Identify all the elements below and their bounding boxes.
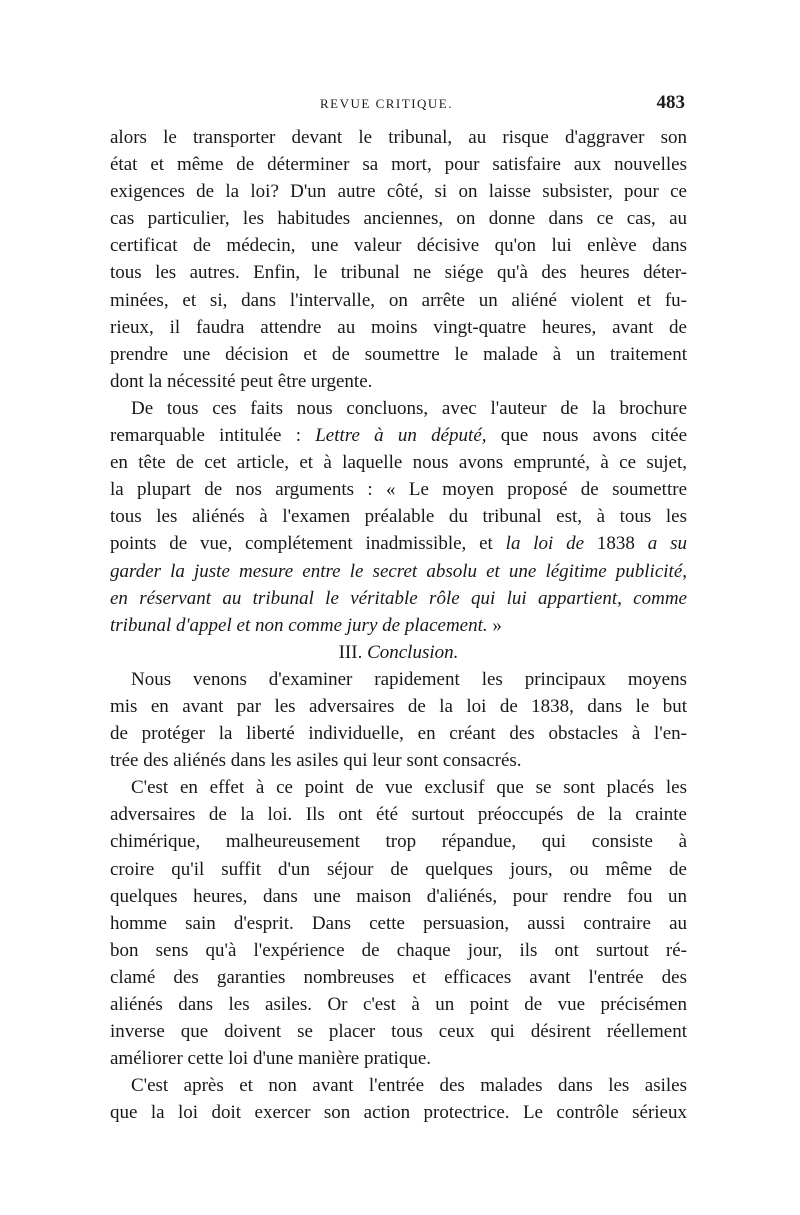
- text-line: minées, et si, dans l'intervalle, on arrête un aliéné violent et fu-: [110, 289, 687, 311]
- text-line: garder la juste mesure entre le secret absolu et une légitime publicité,: [110, 560, 687, 582]
- text-line: la plupart de nos arguments : « Le moyen proposé de soumettre: [110, 479, 687, 501]
- text-line: Nous venons d'examiner rapidement les principaux moyens: [131, 668, 687, 690]
- text-run: remarquable intitulée :: [110, 425, 316, 447]
- text-line: mis en avant par les adversaires de la loi de 1838, dans le but: [110, 695, 687, 717]
- text-line: état et même de déterminer sa mort, pour satisfaire aux nouvelles: [110, 154, 687, 176]
- text-line: De tous ces faits nous concluons, avec l'auteur de la brochure: [131, 397, 687, 419]
- page-number: 483: [656, 92, 685, 113]
- text-line: clamé des garanties nombreuses et efficaces avant l'entrée des: [110, 966, 687, 988]
- text-line: que la loi doit exercer son action protectrice. Le contrôle sérieux: [110, 1102, 687, 1124]
- text-line: bon sens qu'à l'expérience de chaque jour, ils ont surtout ré-: [110, 939, 687, 961]
- text-line: en réservant au tribunal le véritable rôle qui lui appartient, comme: [110, 587, 687, 609]
- section-heading: [110, 639, 687, 666]
- text-line: dont la nécessité peut être urgente.: [110, 370, 373, 392]
- text-line: homme sain d'esprit. Dans cette persuasion, aussi contraire au: [110, 912, 687, 934]
- text-line: adversaires de la loi. Ils ont été surtout préoccupés de la crainte: [110, 804, 687, 826]
- text-line: améliorer cette loi d'une manière pratique.: [110, 1048, 431, 1070]
- section-numeral: III.: [338, 641, 363, 663]
- body-text: [110, 124, 687, 1126]
- text-line: aliénés dans les asiles. Or c'est à un point de vue précisémen: [110, 994, 687, 1015]
- text-line: croire qu'il suffit d'un séjour de quelques jours, ou même de: [110, 858, 687, 880]
- italic-run: la loi de: [505, 533, 585, 555]
- text-line: alors le transporter devant le tribunal, au risque d'aggraver son: [110, 127, 687, 148]
- text-line: tous les autres. Enfin, le tribunal ne siége qu'à des heures déter-: [110, 262, 687, 284]
- text-line: [110, 612, 687, 639]
- text-line: tous les aliénés à l'examen préalable du tribunal est, à tous les: [110, 506, 687, 528]
- text-run: 1838: [584, 533, 648, 555]
- running-title: REVUE CRITIQUE.: [320, 96, 453, 111]
- text-line: cas particulier, les habitudes anciennes, on donne dans ce cas, au: [110, 208, 687, 230]
- text-line: de protéger la liberté individuelle, en créant des obstacles à l'en-: [110, 723, 687, 745]
- text-run: points de vue, complétement inadmissible, et: [110, 533, 506, 555]
- text-line: [110, 530, 687, 557]
- text-line: [110, 422, 687, 449]
- text-run: que nous avons citée: [486, 425, 688, 447]
- text-line: chimérique, malheureusement trop répandue, qui consiste à: [110, 831, 687, 853]
- page-header: [110, 92, 685, 116]
- text-line: certificat de médecin, une valeur décisive qu'on lui enlève dans: [110, 235, 687, 257]
- text-line: en tête de cet article, et à laquelle nous avons emprunté, à ce sujet,: [110, 452, 687, 474]
- text-line: C'est en effet à ce point de vue exclusif que se sont placés les: [131, 777, 687, 799]
- italic-run: a su: [647, 533, 687, 555]
- text-line: prendre une décision et de soumettre le malade à un traitement: [110, 343, 687, 365]
- text-line: quelques heures, dans une maison d'aliénés, pour rendre fou un: [110, 885, 687, 907]
- italic-title: Lettre à un député,: [315, 425, 487, 447]
- text-line: trée des aliénés dans les asiles qui leur sont consacrés.: [110, 750, 522, 772]
- text-line: C'est après et non avant l'entrée des malades dans les asiles: [131, 1075, 687, 1097]
- text-run: »: [487, 614, 502, 636]
- section-title: Conclusion.: [367, 641, 459, 663]
- text-line: inverse que doivent se placer tous ceux qui désirent réellement: [110, 1021, 687, 1043]
- text-line: exigences de la loi? D'un autre côté, si on laisse subsister, pour ce: [110, 181, 687, 203]
- italic-run: tribunal d'appel et non comme jury de placement.: [110, 614, 488, 636]
- text-line: rieux, il faudra attendre au moins vingt-quatre heures, avant de: [110, 316, 687, 338]
